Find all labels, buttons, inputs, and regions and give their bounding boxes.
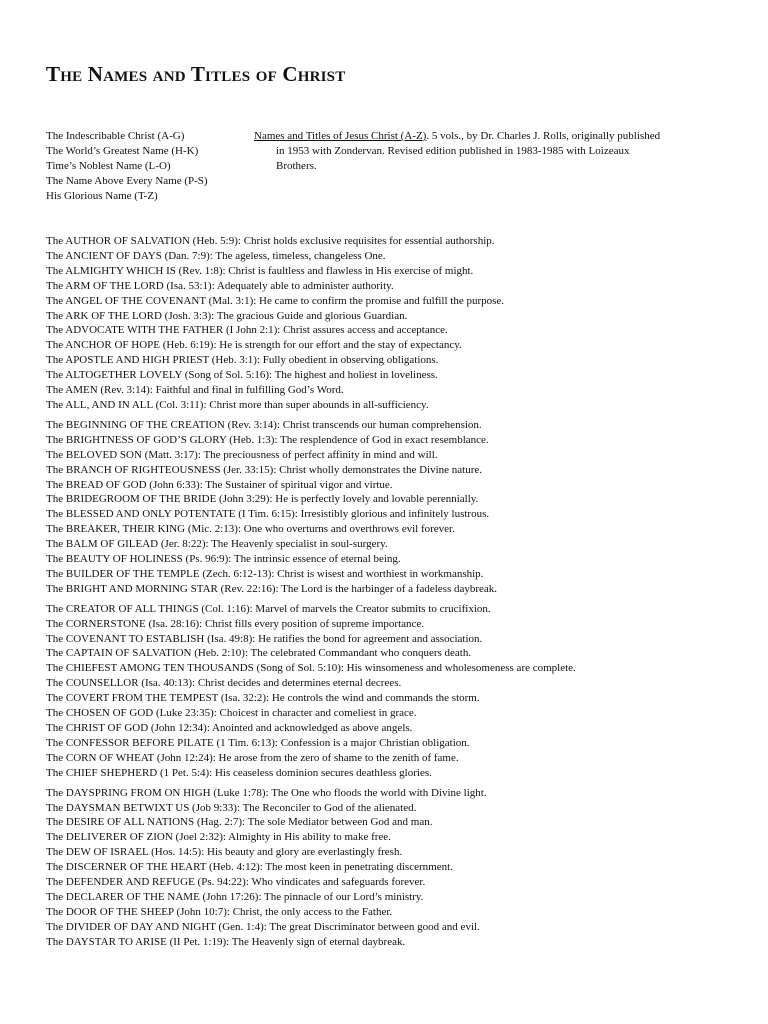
names-list — [46, 234, 746, 950]
name-entry: The BELOVED SON (Matt. 3:17): The preciousness of perfect affinity in mind and will. — [46, 448, 438, 461]
name-entry: The CONFESSOR BEFORE PILATE (1 Tim. 6:13): Confession is a major Christian obligation. — [46, 736, 470, 749]
name-entry: The DEW OF ISRAEL (Hos. 14:5): His beauty and glory are everlastingly fresh. — [46, 846, 403, 859]
name-entry: The CHIEFEST AMONG TEN THOUSANDS (Song of Sol. 5:10): His winsomeness and wholesomeness are complete. — [46, 662, 576, 675]
name-entry: The BUILDER OF THE TEMPLE (Zech. 6:12-13): Christ is wisest and worthiest in workmanship. — [46, 567, 484, 580]
reference-line — [254, 129, 724, 144]
name-entry: The BREAKER, THEIR KING (Mic. 2:13): One who overturns and overthrows evil forever. — [46, 523, 455, 536]
name-entry: The BRANCH OF RIGHTEOUSNESS (Jer. 33:15): Christ wholly demonstrates the Divine nature. — [46, 463, 482, 476]
volume-item: The Name Above Every Name (P-S) — [46, 175, 208, 187]
name-entry: The BREAD OF GOD (John 6:33): The Sustainer of spiritual vigor and virtue. — [46, 478, 393, 491]
name-entry: The DOOR OF THE SHEEP (John 10:7): Christ, the only access to the Father. — [46, 905, 393, 918]
name-entry: The DECLARER OF THE NAME (John 17:26): The pinnacle of our Lord’s ministry. — [46, 890, 424, 903]
name-entry: The BALM OF GILEAD (Jer. 8:22): The Heavenly specialist in soul-surgery. — [46, 538, 388, 551]
name-entry: The DISCERNER OF THE HEART (Heb. 4:12): The most keen in penetrating discernment. — [46, 861, 453, 874]
name-entry: The BEAUTY OF HOLINESS (Ps. 96:9): The intrinsic essence of eternal being. — [46, 553, 401, 566]
name-entry: The CHRIST OF GOD (John 12:34): Anointed and acknowledged as above angels. — [46, 722, 413, 734]
name-entry: The ANCIENT OF DAYS (Dan. 7:9): The ageless, timeless, changeless One. — [46, 249, 386, 262]
source-reference — [254, 129, 724, 174]
names-section — [46, 786, 746, 950]
name-entry: The ANCHOR OF HOPE (Heb. 6:19): He is strength for our effort and the stay of expectancy. — [46, 339, 462, 352]
reference-details: . 5 vols., by Dr. Charles J. Rolls, originally published — [426, 130, 661, 142]
name-entry: The AMEN (Rev. 3:14): Faithful and final in fulfilling God’s Word. — [46, 384, 344, 397]
name-entry: The DEFENDER AND REFUGE (Ps. 94:22): Who vindicates and safeguards forever. — [46, 876, 426, 889]
name-entry: The ADVOCATE WITH THE FATHER (I John 2:1): Christ assures access and acceptance. — [46, 324, 448, 337]
names-section — [46, 602, 746, 781]
name-entry: The BRIGHTNESS OF GOD’S GLORY (Heb. 1:3): The resplendence of God in exact resemblance. — [46, 433, 489, 446]
name-entry: The AUTHOR OF SALVATION (Heb. 5:9): Christ holds exclusive requisites for essential authorship. — [46, 235, 495, 247]
reference-title: Names and Titles of Jesus Christ (A-Z) — [254, 130, 427, 142]
name-entry: The BRIDEGROOM OF THE BRIDE (John 3:29): He is perfectly lovely and lovable perennially. — [46, 493, 479, 506]
reference-line: in 1953 with Zondervan. Revised edition published in 1983-1985 with Loizeaux — [276, 145, 630, 157]
volume-item: The World’s Greatest Name (H-K) — [46, 145, 199, 157]
name-entry: The COUNSELLOR (Isa. 40:13): Christ decides and determines eternal decrees. — [46, 677, 402, 690]
name-entry: The COVERT FROM THE TEMPEST (Isa. 32:2): He controls the wind and commands the storm. — [46, 692, 480, 705]
name-entry: The DAYSMAN BETWIXT US (Job 9:33): The Reconciler to God of the alienated. — [46, 801, 417, 814]
name-entry: The CAPTAIN OF SALVATION (Heb. 2:10): The celebrated Commandant who conquers death. — [46, 647, 472, 660]
volume-item: Time’s Noblest Name (L-O) — [46, 160, 171, 172]
name-entry: The DIVIDER OF DAY AND NIGHT (Gen. 1:4): The great Discriminator between good and evil. — [46, 920, 480, 933]
name-entry: The CHOSEN OF GOD (Luke 23:35): Choicest in character and comeliest in grace. — [46, 707, 417, 720]
name-entry: The DAYSTAR TO ARISE (II Pet. 1:19): The Heavenly sign of eternal daybreak. — [46, 935, 406, 948]
names-section — [46, 234, 746, 413]
name-entry: The BRIGHT AND MORNING STAR (Rev. 22:16): The Lord is the harbinger of a fadeless daybreak. — [46, 582, 498, 595]
name-entry: The DELIVERER OF ZION (Joel 2:32): Almighty in His ability to make free. — [46, 831, 391, 844]
name-entry: The CREATOR OF ALL THINGS (Col. 1:16): Marvel of marvels the Creator submits to crucifixion. — [46, 602, 491, 615]
name-entry: The ALMIGHTY WHICH IS (Rev. 1:8): Christ is faultless and flawless in His exercise of might. — [46, 264, 474, 277]
reference-line: Brothers. — [276, 160, 317, 172]
name-entry: The DESIRE OF ALL NATIONS (Hag. 2:7): The sole Mediator between God and man. — [46, 816, 433, 829]
name-entry: The BLESSED AND ONLY POTENTATE (I Tim. 6:15): Irresistibly glorious and infinitely lustrous. — [46, 508, 490, 521]
name-entry: The COVENANT TO ESTABLISH (Isa. 49:8): He ratifies the bond for agreement and association. — [46, 632, 483, 645]
volume-list — [46, 129, 246, 204]
name-entry: The ALTOGETHER LOVELY (Song of Sol. 5:16): The highest and holiest in loveliness. — [46, 369, 438, 382]
name-entry: The APOSTLE AND HIGH PRIEST (Heb. 3:1): Fully obedient in observing obligations. — [46, 354, 439, 367]
name-entry: The ARK OF THE LORD (Josh. 3:3): The gracious Guide and glorious Guardian. — [46, 309, 408, 322]
names-section — [46, 418, 746, 597]
name-entry: The ALL, AND IN ALL (Col. 3:11): Christ more than super abounds in all-sufficiency. — [46, 398, 429, 411]
name-entry: The CHIEF SHEPHERD (1 Pet. 5:4): His ceaseless dominion secures deathless glories. — [46, 766, 432, 779]
name-entry: The ARM OF THE LORD (Isa. 53:1): Adequately able to administer authority. — [46, 279, 394, 292]
name-entry: The CORNERSTONE (Isa. 28:16): Christ fills every position of supreme importance. — [46, 617, 425, 630]
name-entry: The CORN OF WHEAT (John 12:24): He arose from the zero of shame to the zenith of fame. — [46, 751, 459, 764]
page-title: The Names and Titles of Christ — [46, 62, 346, 86]
name-entry: The BEGINNING OF THE CREATION (Rev. 3:14): Christ transcends our human comprehension. — [46, 418, 482, 431]
volume-item: The Indescribable Christ (A-G) — [46, 130, 185, 142]
name-entry: The ANGEL OF THE COVENANT (Mal. 3:1): He came to confirm the promise and fulfill the purpose. — [46, 294, 505, 307]
name-entry: The DAYSPRING FROM ON HIGH (Luke 1:78): The One who floods the world with Divine light. — [46, 786, 487, 799]
volume-item: His Glorious Name (T-Z) — [46, 190, 158, 202]
